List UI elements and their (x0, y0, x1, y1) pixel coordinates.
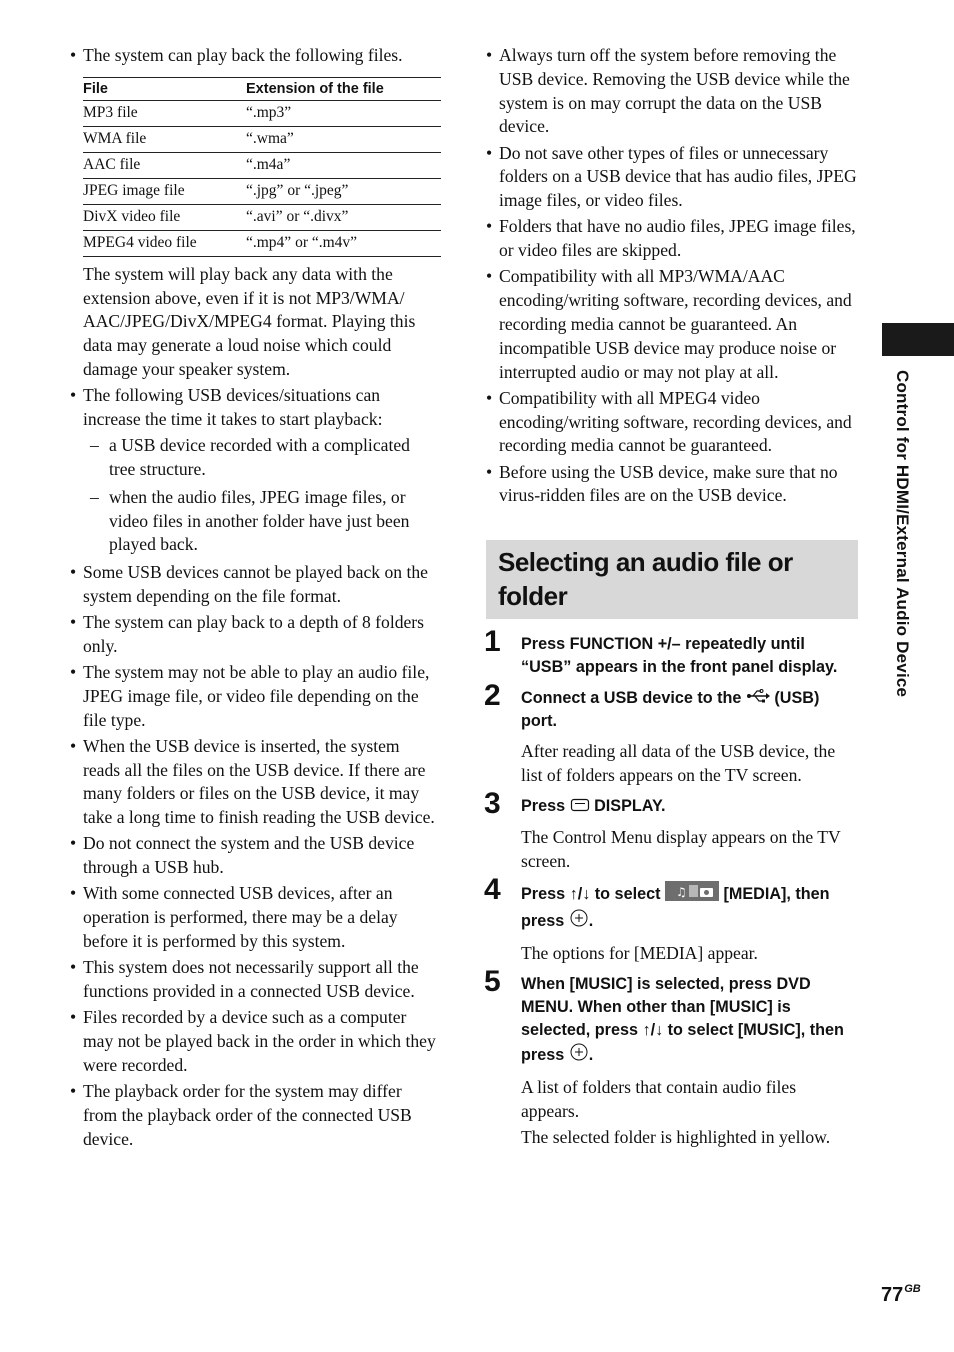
side-section-label: Control for HDMI/External Audio Device (893, 370, 912, 698)
table-cell: JPEG image file (83, 178, 246, 204)
step-number: 2 (484, 679, 500, 713)
page-number-suffix: GB (904, 1283, 921, 1295)
table-row (83, 178, 441, 204)
list-item: • Some USB devices cannot be played back on the system depending on the file format. (70, 561, 440, 609)
section-title: Selecting an audio file or folder (498, 547, 793, 612)
step-instruction (521, 973, 858, 1069)
step-description: The options for [MEDIA] appear. (521, 942, 758, 963)
list-item: • The playback order for the system may differ from the playback order of the connected USB device. (70, 1080, 440, 1151)
step-description: After reading all data of the USB device, the list of folders appears on the TV screen. (521, 741, 836, 786)
right-column (486, 44, 858, 1149)
page-number-value: 77 (881, 1284, 904, 1306)
table-cell: “.mp3” (246, 100, 441, 126)
list-item: • Folders that have no audio files, JPEG image files, or video files are skipped. (486, 215, 858, 263)
step-text-part: [MEDIA], then press (521, 884, 830, 930)
table-cell: DivX video file (83, 204, 246, 230)
step-text-part: Press (521, 797, 566, 816)
list-item: • Do not save other types of files or unnecessary folders on a USB device that has audio files, JPEG image files, or video files. (486, 142, 858, 213)
list-item: • The system may not be able to play an audio file, JPEG image file, or video file depending on the file type. (70, 661, 440, 732)
table-header-row (83, 77, 441, 100)
table-note: The system will play back any data with the extension above, even if it is not MP3/WMA/ AAC/JPEG/DivX/MPEG4 format. Playing this data may generate a loud noise which could damage your speaker system. (83, 263, 416, 379)
step-4 (484, 872, 858, 965)
table-cell: “.m4a” (246, 152, 441, 178)
step-2 (484, 679, 858, 787)
step-number: 5 (484, 964, 500, 998)
delay-subitem: – when the audio files, JPEG image files, or video files in another folder have just been played back. (70, 486, 440, 557)
step-text-part: When [MUSIC] is selected, press DVD MENU. When other than [MUSIC] is selected, press ↑/↓ to select [MUSIC], then press (521, 974, 844, 1064)
enter-button-icon (569, 908, 589, 935)
step-number: 3 (484, 787, 500, 821)
table-cell: “.wma” (246, 126, 441, 152)
step-text-part: Connect a USB device to the (521, 689, 742, 708)
step-text-part: DISPLAY. (594, 797, 666, 816)
left-column (70, 44, 440, 1154)
table-cell: MP3 file (83, 100, 246, 126)
table-row (83, 100, 441, 126)
step-text-part: (USB) port. (521, 689, 820, 731)
list-item: • Always turn off the system before removing the USB device. Removing the USB device while the system is on may corrupt the data on the USB device. (486, 44, 858, 139)
list-item: • Files recorded by a device such as a computer may not be played back in the order in which they were recorded. (70, 1006, 440, 1077)
list-item: • Before using the USB device, make sure that no virus-ridden files are on the USB device. (486, 461, 858, 509)
table-cell: “.avi” or “.divx” (246, 204, 441, 230)
section-heading-box (486, 540, 858, 619)
page-number (881, 1284, 921, 1307)
table-row (83, 152, 441, 178)
list-item: • Compatibility with all MP3/WMA/AAC encoding/writing software, recording devices, and recording media cannot be guaranteed. An incompatible USB device may produce noise or interrupted audio or may not play at all. (486, 265, 858, 384)
display-button-icon (570, 796, 590, 819)
usb-icon (746, 687, 770, 710)
side-tab-marker (882, 323, 954, 356)
step-3 (484, 787, 858, 872)
step-description: The Control Menu display appears on the TV screen. (521, 826, 841, 871)
intro-bullet: • The system can play back the following files. (70, 44, 440, 68)
table-row (83, 204, 441, 230)
table-cell: “.jpg” or “.jpeg” (246, 178, 441, 204)
step-instruction (521, 881, 858, 935)
step-number: 1 (484, 625, 500, 659)
enter-button-icon (569, 1042, 589, 1069)
step-instruction (521, 795, 858, 818)
step-5 (484, 964, 858, 1149)
list-item: • When the USB device is inserted, the system reads all the files on the USB device. If there are many folders or files on the USB device, it may take a long time to finish reading the USB device. (70, 735, 440, 830)
delay-subitem: – a USB device recorded with a complicated tree structure. (70, 434, 440, 482)
list-item: • Do not connect the system and the USB device through a USB hub. (70, 832, 440, 880)
step-text-part: Press ↑/↓ to select (521, 884, 661, 903)
media-icon (665, 881, 719, 908)
step-number: 4 (484, 872, 500, 906)
table-cell: MPEG4 video file (83, 230, 246, 256)
table-row (83, 126, 441, 152)
list-item: • The system can play back to a depth of 8 folders only. (70, 611, 440, 659)
list-item: • Compatibility with all MPEG4 video encoding/writing software, recording devices, and recording media cannot be guaranteed. (486, 387, 858, 458)
step-1 (484, 625, 858, 679)
file-table (83, 77, 441, 257)
table-cell: “.mp4” or “.m4v” (246, 230, 441, 256)
step-instruction (521, 687, 858, 733)
list-item: • This system does not necessarily support all the functions provided in a connected USB device. (70, 956, 440, 1004)
table-cell: AAC file (83, 152, 246, 178)
delay-bullet: • The following USB devices/situations can increase the time it takes to start playback: (70, 384, 440, 432)
table-header-extension: Extension of the file (246, 77, 441, 100)
table-row (83, 230, 441, 256)
table-cell: WMA file (83, 126, 246, 152)
step-description: A list of folders that contain audio files appears. (521, 1076, 797, 1121)
step-description: The selected folder is highlighted in yellow. (521, 1126, 831, 1147)
step-text-part: . (588, 1045, 594, 1064)
svg-text:♫: ♫ (675, 884, 687, 899)
step-instruction: Press FUNCTION +/– repeatedly until “USB” appears in the front panel display. (521, 635, 838, 677)
list-item: • With some connected USB devices, after an operation is performed, there may be a delay before it is performed by this system. (70, 882, 440, 953)
step-text-part: . (588, 911, 594, 930)
table-header-file: File (83, 77, 246, 100)
